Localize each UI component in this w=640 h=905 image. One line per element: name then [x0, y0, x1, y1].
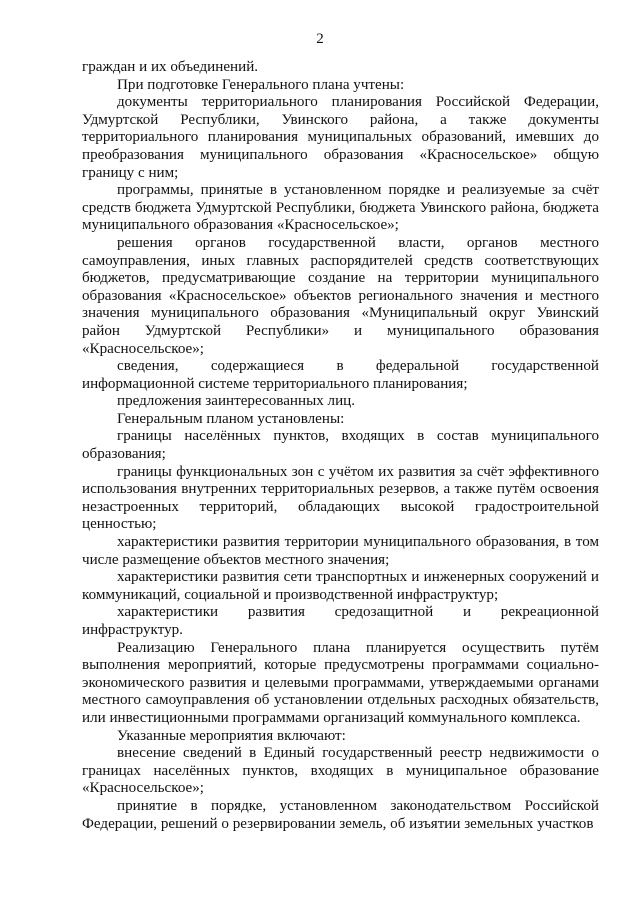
paragraph: характеристики развития средозащитной и рекреационной инфраструктур.: [82, 604, 599, 638]
paragraph: предложения заинтересованных лиц.: [117, 393, 355, 410]
paragraph: документы территориального планирования Российской Федерации, Удмуртской Республики, Увинского района, а также документы территориального планирования муниципальных образований, имевших до преобразования муниципального образования «Красносельское» общую границу с ним;: [82, 94, 599, 181]
paragraph: границы функциональных зон с учётом их развития за счёт эффективного использования внутренних территориальных резервов, а также путём освоения незастроенных территорий, обладающих высокой градостроительной ценностью;: [82, 463, 599, 533]
paragraph: внесение сведений в Единый государственный реестр недвижимости о границах населённых пунктов, входящих в муниципальное образование «Красносельское»;: [82, 745, 599, 797]
paragraph: границы населённых пунктов, входящих в состав муниципального образования;: [82, 428, 599, 463]
page-number: 2: [316, 31, 324, 47]
paragraph: программы, принятые в установленном порядке и реализуемые за счёт средств бюджета Удмуртской Республики, бюджета Увинского района, бюджета муниципального образования «Красносельское»;: [82, 182, 599, 234]
paragraph: принятие в порядке, установленном законодательством Российской Федерации, решений о резервировании земель, об изъятии земельных участков: [82, 797, 599, 832]
document-body: [82, 59, 599, 833]
paragraph: Указанные мероприятия включают:: [117, 727, 346, 744]
paragraph: характеристики развития территории муниципального образования, в том числе размещение объектов местного значения;: [82, 534, 599, 568]
paragraph: При подготовке Генерального плана учтены:: [117, 76, 405, 93]
paragraph: характеристики развития сети транспортных и инженерных сооружений и коммуникаций, социальной и производственной инфраструктур;: [82, 569, 599, 603]
paragraph: граждан и их объединений.: [82, 59, 259, 75]
paragraph: решения органов государственной власти, органов местного самоуправления, иных главных распорядителей средств соответствующих бюджетов, предусматривающие создание на территории муниципального образования «Красносельское» объектов регионального значения и местного значения муниципального образования «Муниципальный округ Увинский район Удмуртской Республики» и муниципального образования «Красносельское»;: [82, 234, 599, 357]
paragraph: Реализацию Генерального плана планируется осуществить путём выполнения мероприятий, которые предусмотрены программами социально-экономического развития и целевыми программами, утверждаемыми органами местного самоуправления об установлении отдельных расходных обязательств, или инвестиционными программами организаций коммунального комплекса.: [82, 639, 599, 726]
paragraph: Генеральным планом установлены:: [117, 410, 345, 427]
paragraph: сведения, содержащиеся в федеральной государственной информационной системе территориального планирования;: [82, 358, 599, 392]
